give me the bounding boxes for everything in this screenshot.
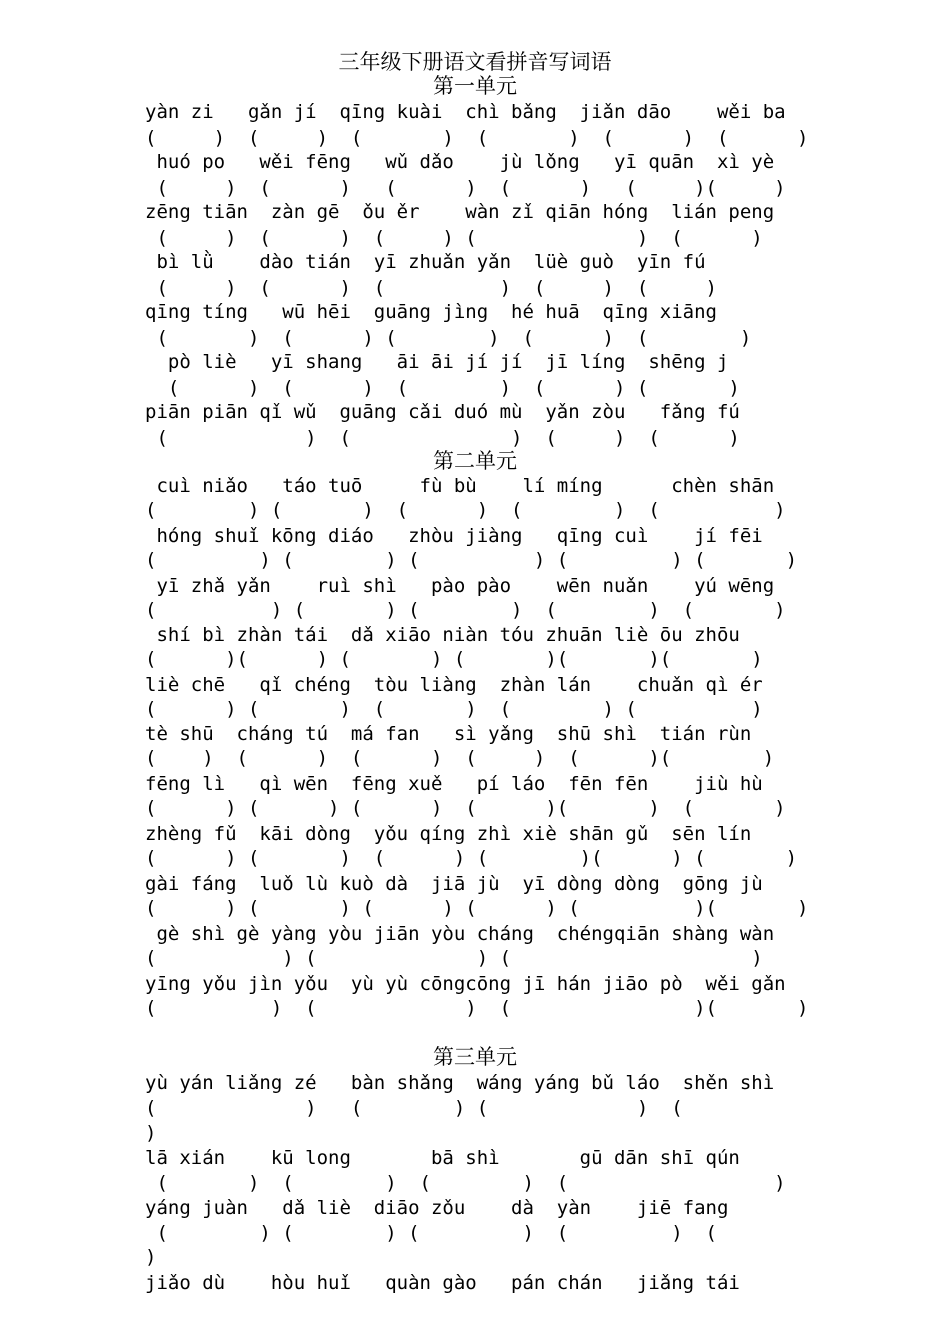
pinyin-line: )	[145, 1122, 157, 1144]
pinyin-line: fēng lì qì wēn fēng xuě pí láo fēn fēn jiù hù	[145, 773, 763, 795]
pinyin-line: ( ) ( ) ( ) ( ) (	[145, 1222, 717, 1244]
pinyin-line: hóng shuǐ kōng diáo zhòu jiàng qīng cuì jí fēi	[145, 525, 763, 547]
answer-blank-line: ( ) ( ) ( ) ( ) ( )( )	[145, 897, 809, 919]
pinyin-line: gài fáng luǒ lù kuò dà jiā jù yī dòng dòng gōng jù	[145, 873, 763, 895]
pinyin-line: liè chē qǐ chéng tòu liàng zhàn lán chuǎn qì ér	[145, 674, 763, 696]
answer-blank-line: ( ) ( ) ( ) ( ) ( )	[145, 599, 786, 621]
pinyin-line: pò liè yī shang āi āi jí jí jī líng shēng j	[145, 351, 729, 373]
answer-blank-line: ( ) ( ) ( )( )	[145, 997, 809, 1019]
answer-blank-line: ( )( ) ( ) ( )( )( )	[145, 648, 763, 670]
section-heading-1: 第一单元	[433, 74, 517, 98]
answer-blank-line: ( ) ( ) ( ) ( ) ( )( )	[145, 747, 775, 769]
pinyin-line: huó po wěi fēng wǔ dǎo jù lǒng yī quān xì yè	[145, 151, 775, 173]
pinyin-line: cuì niǎo táo tuō fù bù lí míng chèn shān	[145, 475, 775, 497]
pinyin-line: qīng tíng wū hēi guāng jìng hé huā qīng xiāng	[145, 301, 717, 323]
answer-blank-line: ( ) ( ) ( ) ( ) ( )	[145, 549, 798, 571]
answer-blank-line: ( ) ( ) ( ) ( ) ( )	[145, 499, 786, 521]
section-heading-2: 第二单元	[433, 449, 517, 473]
page-title: 三年级下册语文看拼音写词语	[338, 50, 612, 74]
section-heading-3: 第三单元	[433, 1045, 517, 1069]
pinyin-line: piān piān qǐ wǔ guāng cǎi duó mù yǎn zòu fǎng fú	[145, 401, 740, 423]
answer-blank-line: ( ) ( ) ( ) ( )	[145, 427, 740, 449]
pinyin-line: jiǎo dù hòu huǐ quàn gào pán chán jiǎng tái	[145, 1272, 740, 1294]
pinyin-line: yù yán liǎng zé bàn shǎng wáng yáng bǔ láo shěn shì	[145, 1072, 775, 1094]
pinyin-line: shí bì zhàn tái dǎ xiāo niàn tóu zhuān liè ōu zhōu	[145, 624, 740, 646]
answer-blank-line: ( ) ( ) ( ) ( )( ) ( )	[145, 847, 798, 869]
answer-blank-line: ( ) ( ) ( ) (	[145, 1097, 683, 1119]
pinyin-line: yīng yǒu jìn yǒu yù yù cōngcōng jī hán jiāo pò wěi gǎn	[145, 973, 786, 995]
pinyin-line: tè shū cháng tú má fan sì yǎng shū shì tián rùn	[145, 723, 752, 745]
answer-blank-line: ( ) ( ) ( )	[145, 947, 763, 969]
answer-blank-line: ( ) ( ) ( ) ( ) ( )	[145, 327, 752, 349]
answer-blank-line: ( ) ( ) ( ) ( ) ( ) ( )	[145, 127, 809, 149]
answer-blank-line: ( ) ( ) ( ) ( ) ( )	[145, 698, 763, 720]
pinyin-line: ( ) ( ) ( ) ( )	[145, 1172, 786, 1194]
answer-blank-line: )	[145, 1246, 157, 1268]
answer-blank-line: ( ) ( ) ( ) ( ) ( )	[145, 277, 717, 299]
answer-blank-line: lā xián kū long bā shì gū dān shī qún	[145, 1147, 740, 1169]
answer-blank-line: yáng juàn dǎ liè diāo zǒu dà yàn jiē fang	[145, 1197, 729, 1219]
pinyin-line: yàn zi gǎn jí qīng kuài chì bǎng jiǎn dāo wěi ba	[145, 101, 786, 123]
pinyin-line: yī zhǎ yǎn ruì shì pào pào wēn nuǎn yú wēng	[145, 575, 775, 597]
pinyin-line: zhèng fǔ kāi dòng yǒu qíng zhì xiè shān gǔ sēn lín	[145, 823, 752, 845]
pinyin-line: gè shì gè yàng yòu jiān yòu cháng chéngqiān shàng wàn	[145, 923, 775, 945]
pinyin-line: bì lǜ dào tián yī zhuǎn yǎn lüè guò yīn fú	[145, 251, 706, 273]
answer-blank-line: ( ) ( ) ( ) ( ) ( )( )	[145, 177, 786, 199]
answer-blank-line: ( ) ( ) ( ) ( )( ) ( )	[145, 797, 786, 819]
answer-blank-line: ( ) ( ) ( ) ( ) ( )	[145, 377, 740, 399]
pinyin-line: zēng tiān zàn gē ǒu ěr wàn zǐ qiān hóng lián peng	[145, 201, 775, 223]
answer-blank-line: ( ) ( ) ( ) ( ) ( )	[145, 227, 763, 249]
